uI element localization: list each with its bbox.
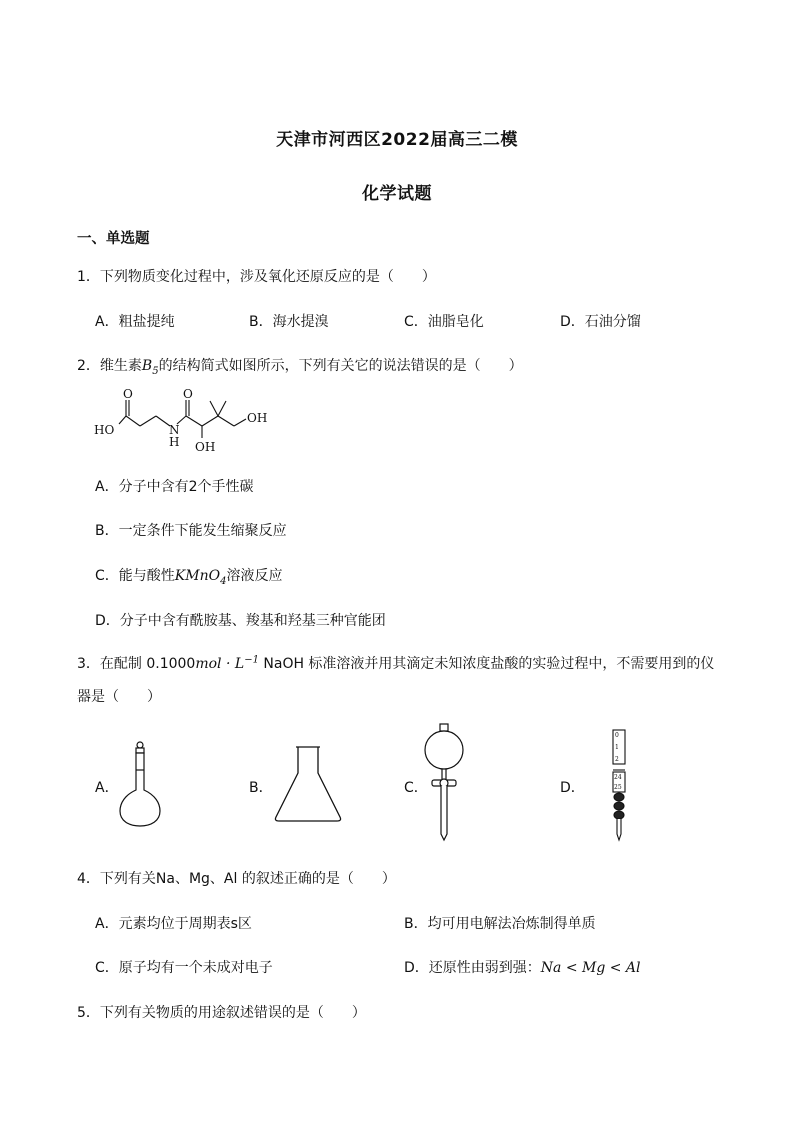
page-subtitle: 化学试题 bbox=[362, 184, 432, 204]
question-1-option-d: D．石油分馏 bbox=[560, 314, 641, 330]
question-1-option-c: C．油脂皂化 bbox=[404, 314, 484, 330]
question-2-option-c-suffix: 溶液反应 bbox=[226, 568, 283, 584]
question-2-option-b: B．一定条件下能发生缩聚反应 bbox=[95, 523, 287, 539]
separatory-funnel-image bbox=[420, 722, 470, 842]
vitamin-symbol: B bbox=[141, 358, 153, 374]
question-4-option-b: B．均可用电解法冶炼制得单质 bbox=[404, 916, 596, 932]
question-2-option-c bbox=[95, 565, 282, 587]
structure-label-oh2: OH bbox=[247, 411, 268, 425]
question-4-option-d-prefix: D．还原性由弱到强： bbox=[404, 960, 541, 976]
question-2-option-a: A．分子中含有2个手性碳 bbox=[95, 479, 254, 495]
question-5-stem: 5．下列有关物质的用途叙述错误的是（ ） bbox=[77, 1005, 366, 1021]
structure-label-n: N bbox=[169, 423, 180, 437]
question-3-option-c: C． bbox=[404, 780, 428, 796]
permanganate-subscript: 4 bbox=[220, 575, 227, 587]
question-2-stem-prefix: 2．维生素 bbox=[77, 358, 142, 374]
burette-mark-2: 2 bbox=[615, 756, 619, 763]
question-2-stem bbox=[77, 355, 523, 377]
burette-mark-0: 0 bbox=[615, 732, 619, 739]
vitamin-b5-structure bbox=[92, 388, 292, 468]
question-3-line-1 bbox=[77, 653, 714, 673]
question-3-prefix: 3．在配制 0.1000 bbox=[77, 656, 196, 672]
unit-exponent: −1 bbox=[244, 654, 259, 666]
structure-label-o: O bbox=[123, 387, 133, 401]
structure-label-oh: OH bbox=[195, 440, 216, 454]
structure-label-ho: HO bbox=[94, 423, 115, 437]
question-3-option-d: D． bbox=[560, 780, 585, 796]
burette-mark-1: 1 bbox=[615, 744, 619, 751]
burette-image bbox=[603, 726, 643, 846]
question-3-option-b: B． bbox=[249, 780, 273, 796]
question-2-option-c-prefix: C．能与酸性 bbox=[95, 568, 175, 584]
vitamin-subscript: 5 bbox=[152, 365, 159, 377]
page-title: 天津市河西区2022届高三二模 bbox=[276, 130, 518, 150]
permanganate-formula: KMnO bbox=[174, 568, 221, 584]
question-4-stem: 4．下列有关Na、Mg、Al 的叙述正确的是（ ） bbox=[77, 871, 396, 887]
question-4-option-d bbox=[404, 957, 641, 977]
question-2-stem-suffix: 的结构简式如图所示，下列有关它的说法错误的是（ ） bbox=[158, 358, 523, 374]
concentration-unit: mol · L bbox=[195, 656, 245, 672]
question-4-option-c: C．原子均有一个未成对电子 bbox=[95, 960, 273, 976]
section-heading: 一、单选题 bbox=[77, 231, 150, 247]
question-1-option-b: B．海水提溴 bbox=[249, 314, 329, 330]
question-2-option-d: D．分子中含有酰胺基、羧基和羟基三种官能团 bbox=[95, 613, 386, 629]
volumetric-flask-image bbox=[117, 740, 167, 830]
question-3-line-2: 器是（ ） bbox=[77, 689, 161, 705]
structure-label-o2: O bbox=[183, 387, 193, 401]
question-1-option-a: A．粗盐提纯 bbox=[95, 314, 175, 330]
question-1-stem: 1．下列物质变化过程中，涉及氧化还原反应的是（ ） bbox=[77, 269, 436, 285]
question-4-option-a: A．元素均位于周期表s区 bbox=[95, 916, 252, 932]
structure-label-h: H bbox=[169, 435, 180, 449]
reducing-order-expression: Na < Mg < Al bbox=[540, 960, 641, 976]
burette-mark-25: 25 bbox=[614, 784, 622, 791]
conical-flask-image bbox=[274, 745, 344, 825]
question-3-suffix: NaOH 标准溶液并用其滴定未知浓度盐酸的实验过程中，不需要用到的仪 bbox=[258, 656, 715, 672]
burette-mark-24: 24 bbox=[614, 774, 622, 781]
question-3-option-a: A． bbox=[95, 780, 119, 796]
